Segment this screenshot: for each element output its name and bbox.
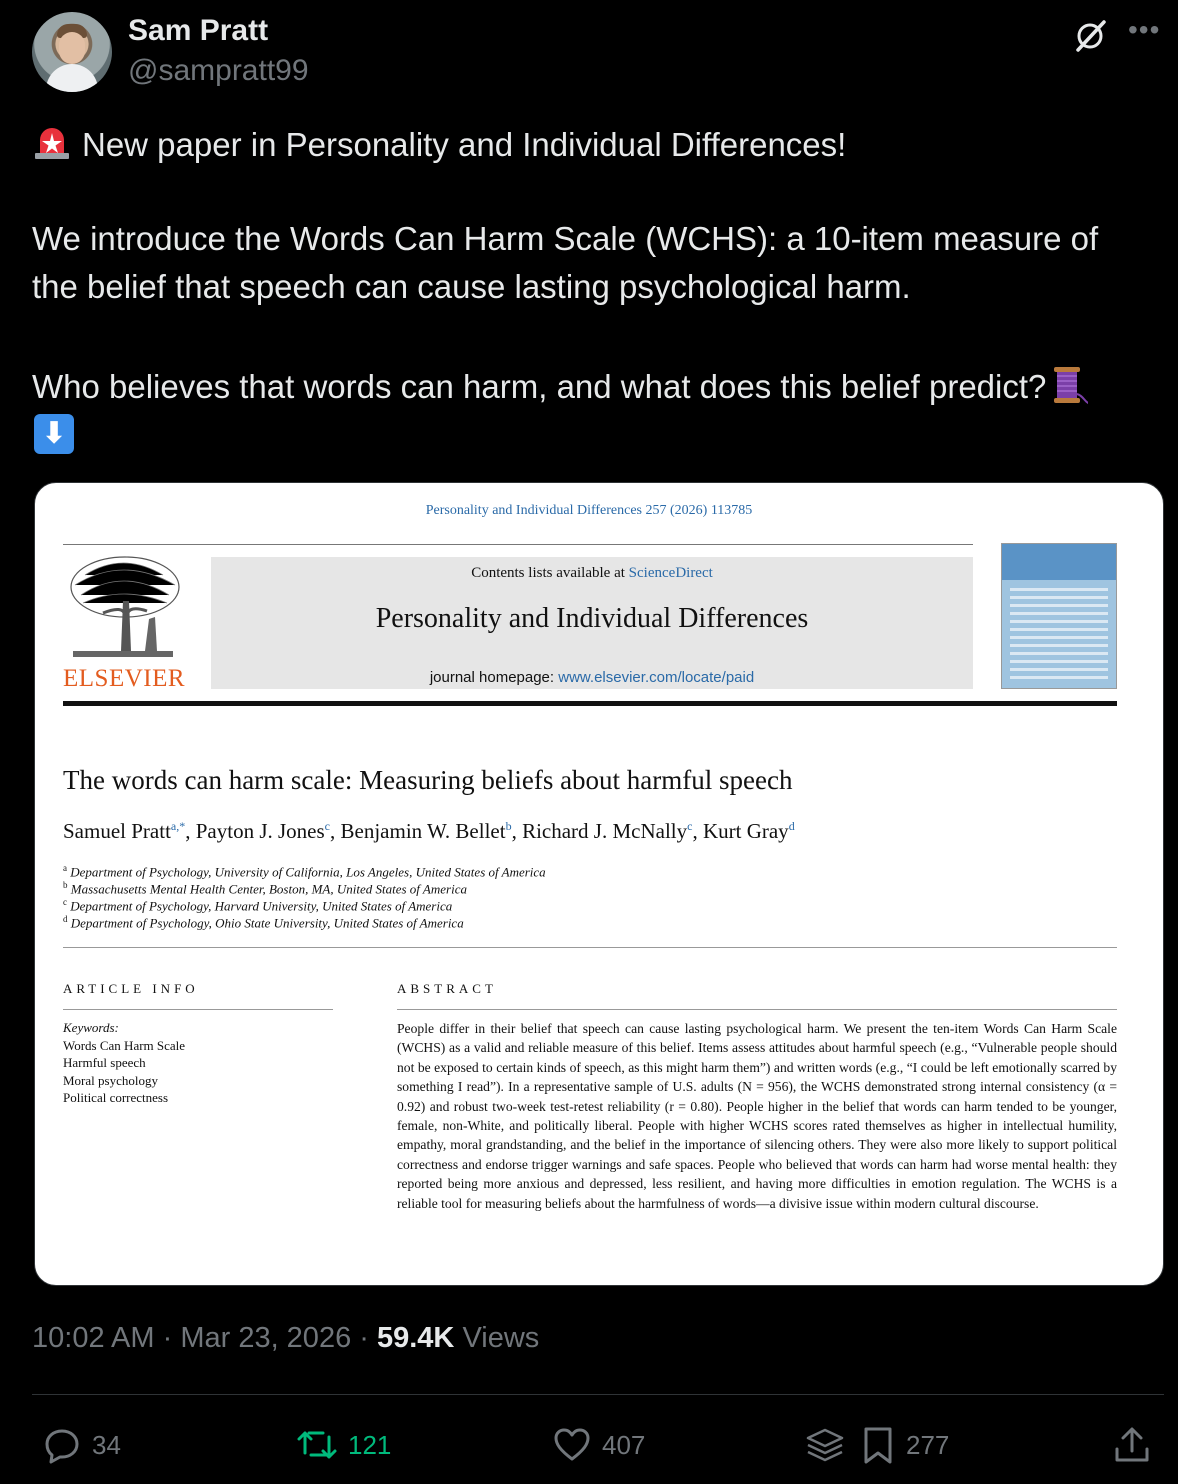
author-handle[interactable]: @sampratt99 bbox=[128, 54, 309, 87]
repost-count: 121 bbox=[348, 1429, 392, 1460]
author-list bbox=[63, 819, 795, 844]
keyword: Harmful speech bbox=[63, 1055, 146, 1070]
grok-analyze-button[interactable] bbox=[804, 1424, 856, 1466]
divider-thick bbox=[63, 701, 1117, 706]
divider bbox=[397, 1009, 1117, 1010]
contents-line bbox=[211, 565, 973, 582]
views-count: 59.4K bbox=[376, 1322, 455, 1354]
author-2: Payton J. Jones$^c$, bbox=[195, 819, 341, 843]
tweet-text-3: the belief that speech can cause lasting psychological harm. bbox=[32, 268, 911, 305]
heart-icon bbox=[552, 1425, 592, 1465]
abstract-heading: ABSTRACT bbox=[397, 981, 497, 996]
keyword: Moral psychology bbox=[63, 1072, 158, 1088]
layers-icon bbox=[804, 1425, 846, 1465]
more-options-icon[interactable]: ••• bbox=[1128, 14, 1161, 45]
like-button[interactable] bbox=[552, 1424, 645, 1466]
tweet-line-1 bbox=[32, 124, 846, 164]
like-count: 407 bbox=[602, 1429, 646, 1460]
contents-prefix: Contents lists available at bbox=[471, 565, 625, 581]
author-name[interactable]: Sam Pratt bbox=[128, 14, 269, 47]
article-title: The words can harm scale: Measuring beliefs about harmful speech bbox=[63, 765, 793, 795]
author-1: Samuel Pratt$^{a,*}$, bbox=[63, 819, 196, 843]
tweet-time[interactable]: 10:02 AM bbox=[32, 1322, 155, 1354]
repost-button[interactable] bbox=[296, 1424, 391, 1466]
tweet-meta: 10:02 AM · Mar 23, 2026 · 59.4K Views bbox=[32, 1322, 540, 1354]
avatar-shirt bbox=[46, 64, 98, 92]
tweet-text-4: Who believes that words can harm, and what does this belief predict? bbox=[32, 368, 1047, 405]
views-label: Views bbox=[462, 1322, 540, 1354]
repost-icon bbox=[296, 1425, 338, 1465]
avatar[interactable] bbox=[32, 12, 112, 92]
homepage-link[interactable]: www.elsevier.com/locate/paid bbox=[558, 669, 755, 686]
affiliation-b: $^b$ Massachusetts Mental Health Center, Boston, MA, United States of America bbox=[63, 880, 467, 897]
share-icon bbox=[1112, 1425, 1152, 1465]
sciencedirect-link[interactable]: ScienceDirect bbox=[628, 565, 713, 581]
divider bbox=[63, 947, 1117, 948]
divider bbox=[63, 544, 973, 545]
tweet-date[interactable]: Mar 23, 2026 bbox=[180, 1322, 352, 1354]
tweet-text-1: New paper in Personality and Individual Differences! bbox=[82, 126, 847, 163]
homepage-prefix: journal homepage: bbox=[429, 669, 555, 686]
keywords-label: Keywords: bbox=[63, 1020, 119, 1035]
author-4: Richard J. McNally$^c$, bbox=[522, 819, 703, 843]
keyword: Political correctness bbox=[63, 1090, 169, 1105]
avatar-face bbox=[59, 32, 85, 64]
grok-icon[interactable] bbox=[1072, 18, 1108, 54]
tweet-line-4 bbox=[32, 364, 1088, 406]
homepage-line bbox=[211, 669, 973, 686]
abstract-text: People differ in their belief that speech can cause lasting psychological harm. We present the ten-item Words Can Harm Scale (WCHS) as a valid and reliable measure of this belief. Items assess attitudes about harmful speech (e.g., “Vulnerable people should not be exposed to certain kinds of speech, as this might harm them”) and written words (e.g., “I could be left emotionally scarred by something I read”). In a representative sample of U.S. adults (N = 956), the WCHS demonstrated strong internal consistency (α = 0.92) and robust two-week test-retest reliability (r = 0.80). People higher in the belief that words can harm tended to be younger, female, non-White, and politically liberal. People with higher WCHS scores rated themselves as higher in intellectual humility, empathy, moral grandstanding, and the belief in the importance of silencing others. They were also more likely to support political correctness and endorse trigger warnings and safe spaces. People who believed that words can harm had worse mental health: they reported being more anxious and depressed, less resilient, and having more difficulties in emotion regulation. The WCHS is a reliable tool for measuring beliefs about the harmfulness of words—a divisive issue within modern cultural discourse. bbox=[397, 1021, 1117, 1211]
affiliation-d: $^d$ Department of Psychology, Ohio State University, United States of America bbox=[63, 914, 464, 931]
journal-cover-thumbnail bbox=[1001, 543, 1117, 689]
keywords-block bbox=[63, 1019, 185, 1107]
bookmark-icon bbox=[860, 1425, 896, 1465]
divider bbox=[63, 1009, 333, 1010]
paper-citation: Personality and Individual Differences 257 (2026) 113785 bbox=[425, 503, 753, 518]
down-arrow-emoji-icon: ⬇ bbox=[34, 414, 74, 454]
affiliation-a: $^a$ Department of Psychology, University of California, Los Angeles, United States of America bbox=[63, 863, 546, 880]
keyword: Words Can Harm Scale bbox=[63, 1037, 186, 1053]
bookmark-count: 277 bbox=[906, 1429, 950, 1460]
thread-emoji-icon bbox=[1046, 364, 1088, 406]
journal-banner bbox=[211, 557, 973, 689]
elsevier-logo-text: ELSEVIER bbox=[63, 665, 186, 692]
reply-icon bbox=[42, 1425, 82, 1465]
share-button[interactable] bbox=[1112, 1424, 1162, 1466]
author-5: Kurt Gray$^d$ bbox=[702, 819, 795, 843]
journal-title: Personality and Individual Differences bbox=[375, 603, 809, 634]
author-3: Benjamin W. Bellet$^b$, bbox=[340, 819, 523, 843]
reply-button[interactable] bbox=[42, 1424, 121, 1466]
reply-count: 34 bbox=[92, 1429, 121, 1460]
bookmark-button[interactable] bbox=[860, 1424, 949, 1466]
affiliation-c: $^c$ Department of Psychology, Harvard University, United States of America bbox=[63, 897, 453, 914]
tweet-text-2: We introduce the Words Can Harm Scale (WCHS): a 10-item measure of bbox=[32, 220, 1099, 257]
paper-image-card[interactable] bbox=[34, 482, 1164, 1286]
article-info-heading: ARTICLE INFO bbox=[63, 981, 199, 996]
elsevier-tree-logo-icon bbox=[63, 555, 183, 665]
divider bbox=[32, 1394, 1164, 1395]
siren-emoji-icon bbox=[32, 124, 72, 160]
